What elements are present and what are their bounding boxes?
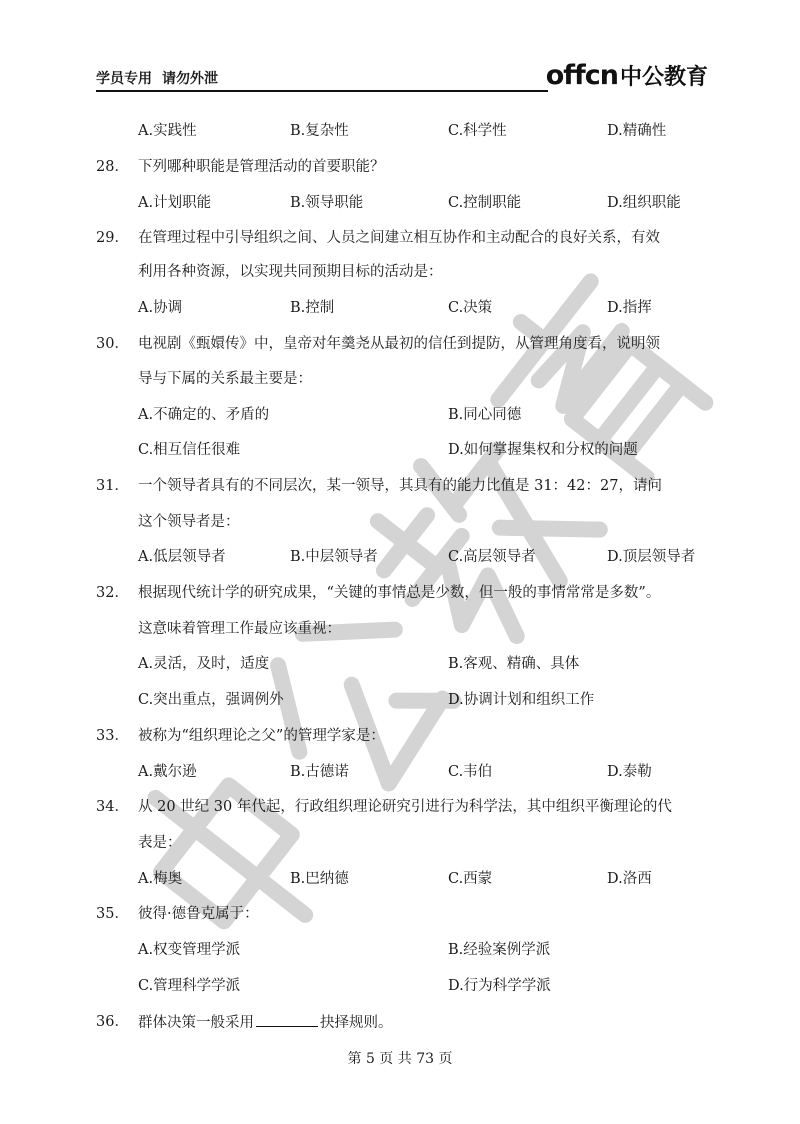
q35-option-b: B.经验案例学派	[448, 942, 551, 958]
q31-option-d: D.顶层领导者	[607, 549, 696, 565]
q36-stem-after: 抉择规则。	[320, 1015, 393, 1031]
q27-option-c: C.科学性	[448, 123, 507, 139]
header-label-confidential: 请勿外泄	[162, 71, 218, 87]
header-divider	[96, 90, 548, 92]
q30-option-d: D.如何掌握集权和分权的问题	[448, 442, 638, 458]
q33-number: 33．	[96, 728, 129, 744]
q28-option-b: B.领导职能	[290, 195, 364, 211]
q31-number: 31．	[96, 478, 129, 494]
q32-option-b: B.客观、精确、具体	[448, 656, 580, 672]
q33-option-b: B.古德诺	[290, 764, 349, 780]
q32-option-d: D.协调计划和组织工作	[448, 692, 595, 708]
q32-stem-line1: 根据现代统计学的研究成果，“关键的事情总是少数，但一般的事情常常是多数”。	[138, 585, 661, 601]
q33-option-a: A.戴尔逊	[138, 764, 197, 780]
q36-stem-before: 群体决策一般采用	[138, 1015, 254, 1031]
q33-stem: 被称为“组织理论之父”的管理学家是：	[138, 728, 385, 744]
q31-stem-line2: 这个领导者是：	[138, 514, 240, 530]
q34-number: 34．	[96, 799, 129, 815]
q32-stem-line2: 这意味着管理工作最应该重视：	[138, 621, 341, 637]
q34-option-b: B.巴纳德	[290, 871, 349, 887]
q36-answer-blank	[256, 1012, 318, 1027]
q32-number: 32．	[96, 585, 129, 601]
q30-stem-line1: 电视剧《甄嬛传》中，皇帝对年羹尧从最初的信任到提防，从管理角度看，说明领	[138, 336, 660, 352]
q35-stem: 彼得·德鲁克属于：	[138, 906, 259, 922]
q28-option-d: D.组织职能	[607, 195, 681, 211]
q36-stem	[138, 1012, 393, 1033]
q35-option-a: A.权变管理学派	[138, 942, 241, 958]
q30-option-b: B.同心同德	[448, 407, 522, 423]
page-number: 第 5 页 共 73 页	[347, 1051, 453, 1067]
q28-number: 28．	[96, 159, 129, 175]
q29-stem-line1: 在管理过程中引导组织之间、人员之间建立相互协作和主动配合的良好关系，有效	[138, 230, 660, 246]
q29-option-b: B.控制	[290, 300, 335, 316]
q29-option-a: A.协调	[138, 300, 183, 316]
q35-option-c: C.管理科学学派	[138, 978, 241, 994]
q34-stem-line2: 表是：	[138, 835, 182, 851]
q29-option-c: C.决策	[448, 300, 493, 316]
q29-stem-line2: 利用各种资源，以实现共同预期目标的活动是：	[138, 264, 443, 280]
q33-option-d: D.泰勒	[607, 764, 652, 780]
q30-option-c: C.相互信任很难	[138, 442, 241, 458]
q29-number: 29．	[96, 230, 129, 246]
q30-option-a: A.不确定的、矛盾的	[138, 407, 270, 423]
q30-stem-line2: 导与下属的关系最主要是：	[138, 371, 312, 387]
q31-option-a: A.低层领导者	[138, 549, 226, 565]
q31-option-b: B.中层领导者	[290, 549, 378, 565]
q34-stem-line1: 从 20 世纪 30 年代起，行政组织理论研究引进行为科学法，其中组织平衡理论的代	[138, 799, 672, 815]
q34-option-d: D.洛西	[607, 871, 652, 887]
q27-option-b: B.复杂性	[290, 123, 349, 139]
q36-number: 36．	[96, 1014, 129, 1030]
q28-option-a: A.计划职能	[138, 195, 212, 211]
q30-number: 30．	[96, 336, 129, 352]
q35-number: 35．	[96, 906, 129, 922]
q32-option-c: C.突出重点，强调例外	[138, 692, 284, 708]
q33-option-c: C.韦伯	[448, 764, 493, 780]
q31-stem-line1: 一个领导者具有的不同层次，某一领导，其具有的能力比值是 31：42：27，请问	[138, 478, 662, 494]
q28-stem: 下列哪种职能是管理活动的首要职能？	[138, 159, 385, 175]
q34-option-a: A.梅奥	[138, 871, 183, 887]
page-header	[96, 62, 708, 92]
q27-option-a: A.实践性	[138, 123, 197, 139]
header-notice	[96, 68, 218, 88]
logo-latin: offcn	[545, 60, 618, 91]
q27-option-d: D.精确性	[607, 123, 667, 139]
offcn-logo	[546, 60, 708, 94]
q31-option-c: C.高层领导者	[448, 549, 536, 565]
q34-option-c: C.西蒙	[448, 871, 493, 887]
q28-option-c: C.控制职能	[448, 195, 522, 211]
q29-option-d: D.指挥	[607, 300, 652, 316]
q32-option-a: A.灵活，及时，适度	[138, 656, 270, 672]
q35-option-d: D.行为科学学派	[448, 978, 551, 994]
header-label-members: 学员专用	[96, 71, 152, 87]
logo-cn: 中公教育	[619, 65, 708, 90]
